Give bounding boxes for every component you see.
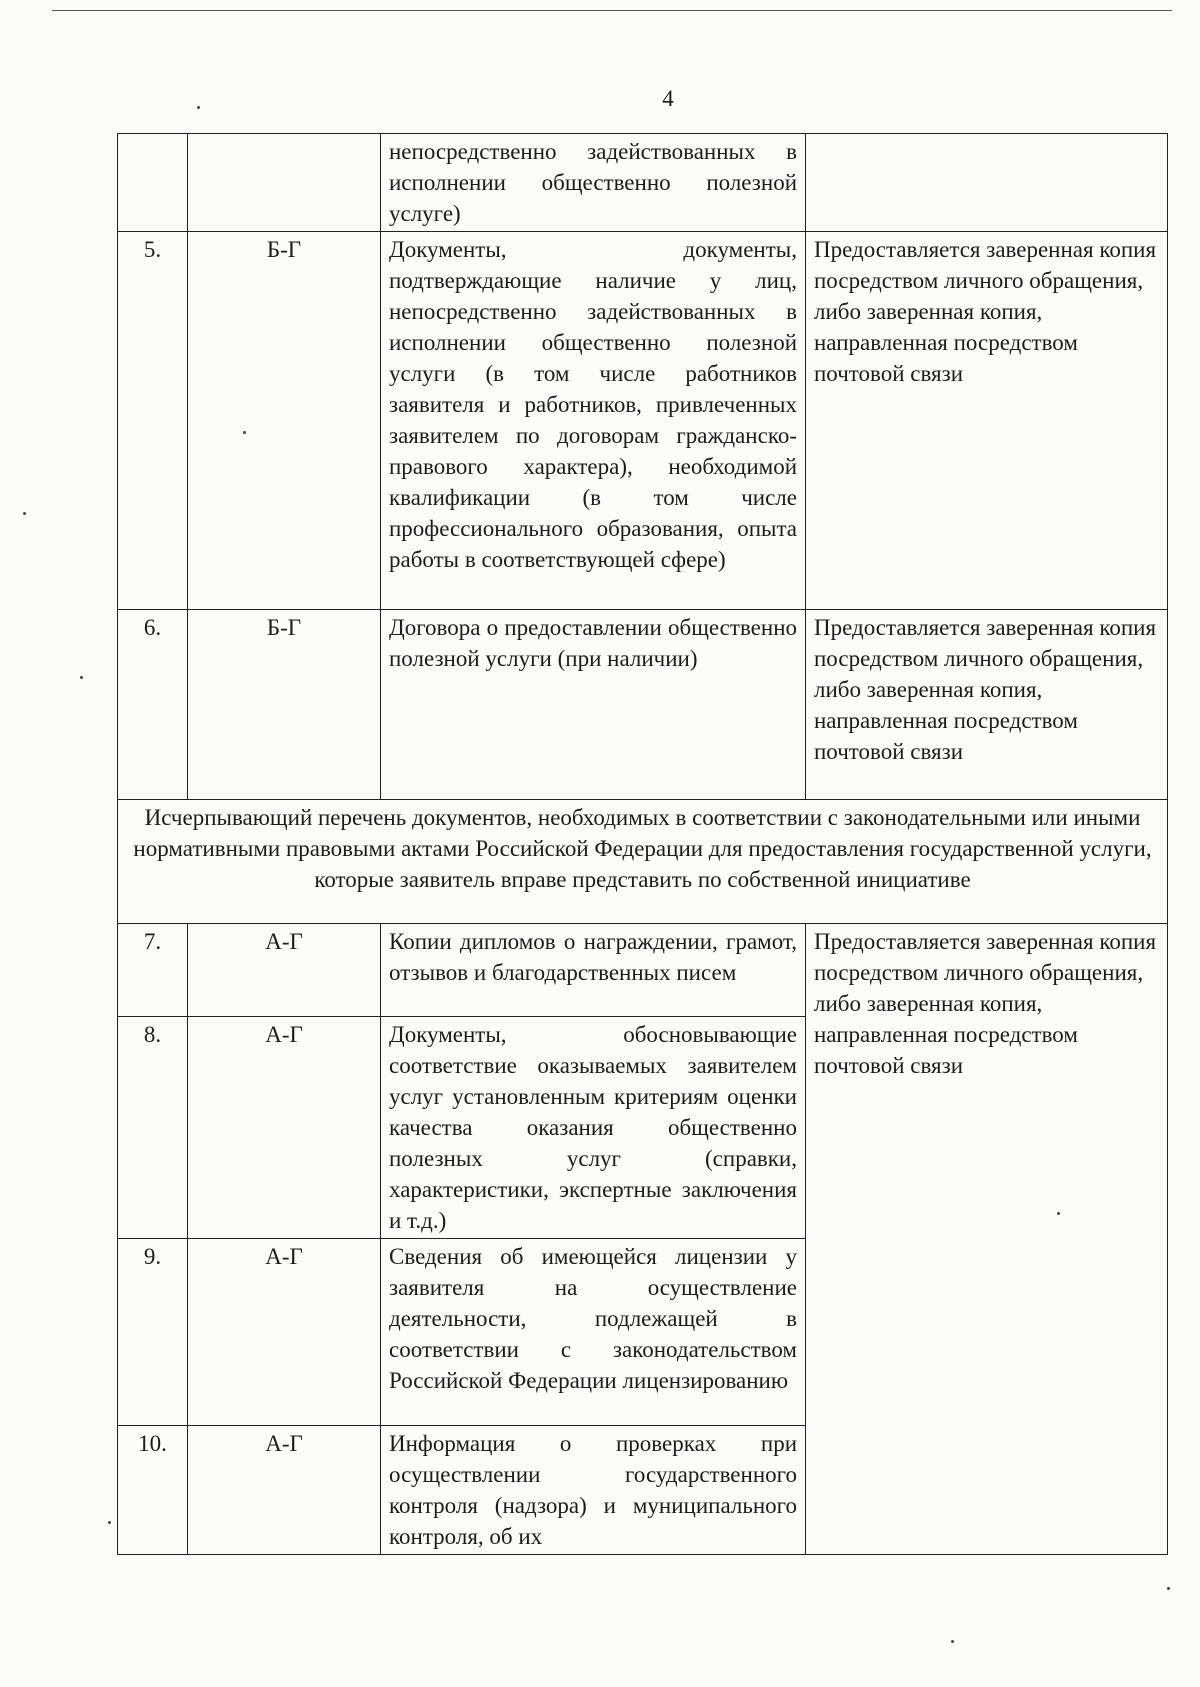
top-rule bbox=[52, 10, 1172, 11]
row-category: А-Г bbox=[188, 924, 381, 1017]
table-row bbox=[118, 924, 1168, 1017]
row-description: непосредственно задействованных в исполнении общественно полезной услуге) bbox=[381, 134, 806, 232]
row-number: 5. bbox=[118, 232, 188, 610]
scan-speck bbox=[951, 1640, 954, 1643]
row-category: А-Г bbox=[188, 1239, 381, 1426]
documents-table bbox=[117, 133, 1168, 1555]
row-number: 8. bbox=[118, 1017, 188, 1239]
scan-speck bbox=[197, 106, 200, 109]
section-header: Исчерпывающий перечень документов, необходимых в соответствии с законодательными или иными нормативными правовыми актами Российской Федерации для предоставления государственной услуги, которые заявитель вправе представить по собственной инициативе bbox=[118, 800, 1168, 924]
row-category: Б-Г bbox=[188, 610, 381, 800]
row-category: Б-Г bbox=[188, 232, 381, 610]
row-number: 9. bbox=[118, 1239, 188, 1426]
row-description: Информация о проверках при осуществлении государственного контроля (надзора) и муниципального контроля, об их bbox=[381, 1426, 806, 1555]
row-description: Сведения об имеющейся лицензии у заявителя на осуществление деятельности, подлежащей в соответствии с законодательством Российской Федерации лицензированию bbox=[381, 1239, 806, 1426]
row-description: Копии дипломов о награждении, грамот, отзывов и благодарственных писем bbox=[381, 924, 806, 1017]
row-category: А-Г bbox=[188, 1426, 381, 1555]
row-number bbox=[118, 134, 188, 232]
scan-speck bbox=[1167, 1587, 1170, 1590]
scan-speck bbox=[243, 431, 246, 434]
scan-speck bbox=[108, 1521, 111, 1524]
row-category bbox=[188, 134, 381, 232]
row-note bbox=[806, 134, 1168, 232]
section-header-row bbox=[118, 800, 1168, 924]
row-description: Документы, обосновывающие соответствие оказываемых заявителем услуг установленным критериям оценки качества оказания общественно полезных услуг (справки, характеристики, экспертные заключения и т.д.) bbox=[381, 1017, 806, 1239]
row-number: 6. bbox=[118, 610, 188, 800]
table-row bbox=[118, 610, 1168, 800]
scan-speck bbox=[80, 676, 83, 679]
row-note: Предоставляется заверенная копия посредством личного обращения, либо заверенная копия, направленная посредством почтовой связи bbox=[806, 232, 1168, 610]
scan-speck bbox=[23, 512, 26, 515]
scan-speck bbox=[1057, 1212, 1060, 1215]
table-row bbox=[118, 232, 1168, 610]
row-description: Договора о предоставлении общественно полезной услуги (при наличии) bbox=[381, 610, 806, 800]
row-number: 7. bbox=[118, 924, 188, 1017]
row-number: 10. bbox=[118, 1426, 188, 1555]
page-number: 4 bbox=[662, 86, 674, 111]
row-note: Предоставляется заверенная копия посредством личного обращения, либо заверенная копия, направленная посредством почтовой связи bbox=[806, 610, 1168, 800]
shared-note: Предоставляется заверенная копия посредством личного обращения, либо заверенная копия, направленная посредством почтовой связи bbox=[806, 924, 1168, 1555]
table-row bbox=[118, 134, 1168, 232]
row-description: Документы, документы, подтверждающие наличие у лиц, непосредственно задействованных в исполнении общественно полезной услуги (в том числе работников заявителя и работников, привлеченных заявителем по договорам гражданско-правового характера), необходимой квалификации (в том числе профессионального образования, опыта работы в соответствующей сфере) bbox=[381, 232, 806, 610]
row-category: А-Г bbox=[188, 1017, 381, 1239]
